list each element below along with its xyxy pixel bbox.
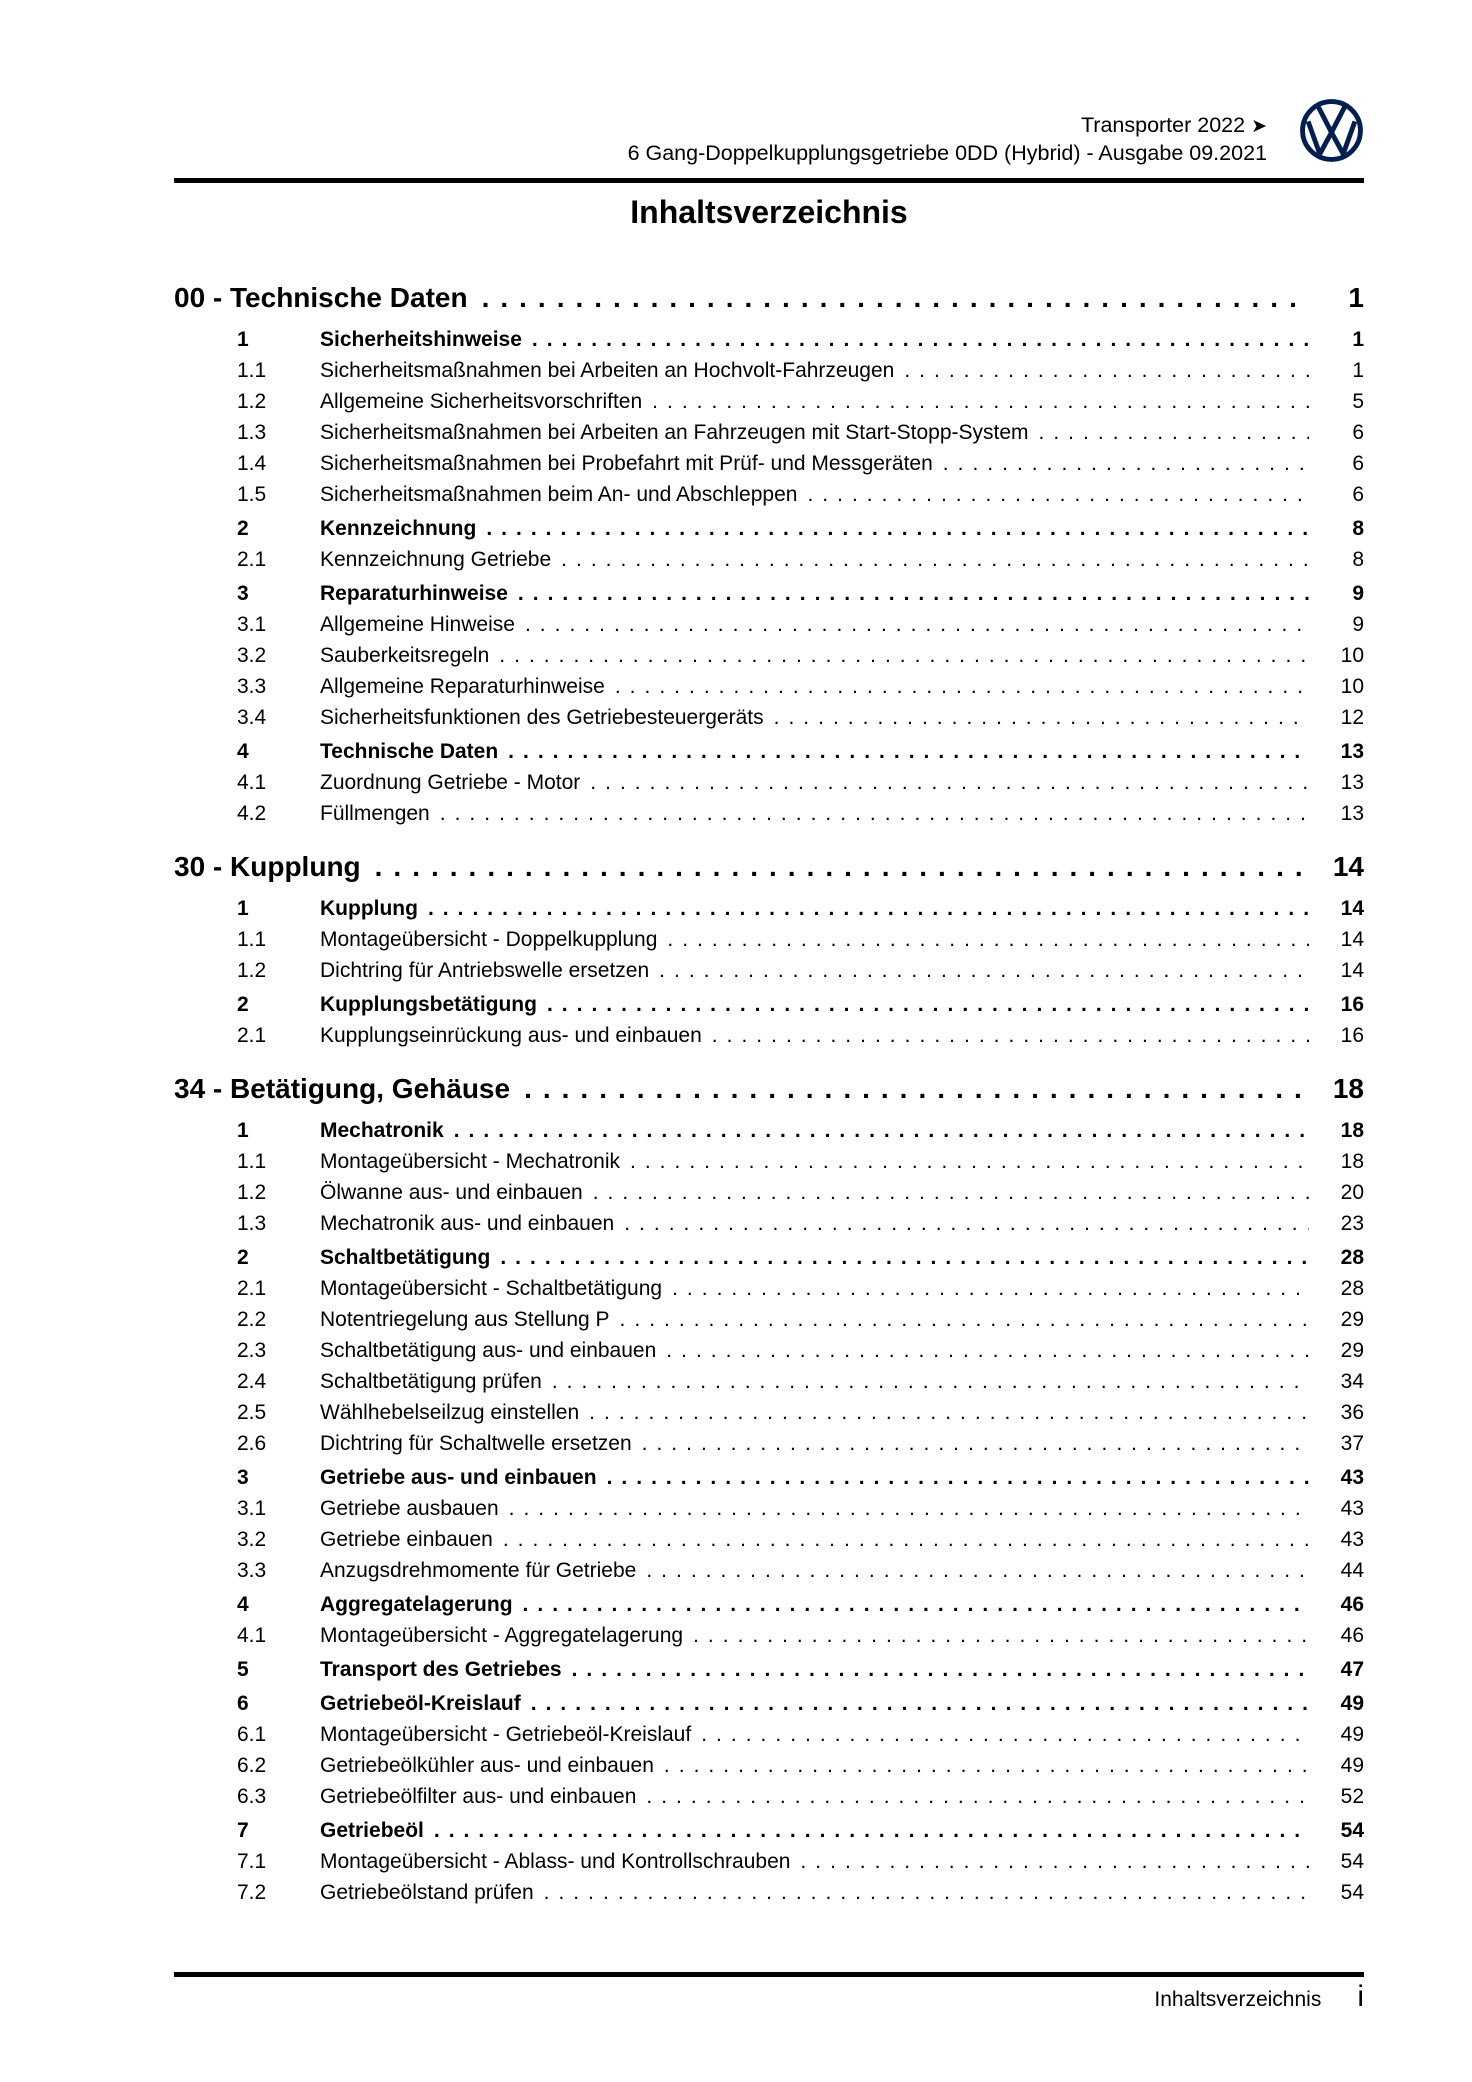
toc-entry-page: 23	[1340, 1212, 1364, 1235]
toc-entry-number: 1.2	[237, 1181, 267, 1204]
toc-subsection-row	[174, 544, 1364, 575]
toc-subsection-row	[174, 1304, 1364, 1335]
toc-entry-title: Anzugsdrehmomente für Getriebe	[320, 1559, 637, 1582]
footer-page-number: i	[1357, 1980, 1364, 2013]
toc-entry-title: Getriebeöl-Kreislauf	[320, 1692, 521, 1715]
toc-entry-page: 44	[1340, 1559, 1364, 1582]
toc-entry-number: 4.2	[237, 802, 267, 825]
toc-entry-title: Getriebeölstand prüfen	[320, 1881, 534, 1904]
page-header	[628, 112, 1267, 167]
dot-leader-icon	[524, 1071, 1309, 1107]
dot-leader-icon	[509, 1493, 1309, 1524]
toc-section-row	[174, 1242, 1364, 1273]
toc-entry-number: 2.5	[237, 1401, 267, 1424]
toc-subsection-row	[174, 355, 1364, 386]
toc-entry-title: Getriebe ausbauen	[320, 1497, 499, 1520]
toc-entry-title: Schaltbetätigung aus- und einbauen	[320, 1339, 657, 1362]
toc-subsection-row	[174, 1335, 1364, 1366]
toc-entry-title: Reparaturhinweise	[320, 582, 508, 605]
toc-subsection-row	[174, 1366, 1364, 1397]
toc-section-row	[174, 324, 1364, 355]
toc-subsection-row	[174, 640, 1364, 671]
toc-entry-number: 4.1	[237, 1624, 267, 1647]
toc-entry-page: 13	[1340, 802, 1364, 825]
toc-entry-page: 14	[1340, 959, 1364, 982]
dot-leader-icon	[800, 1846, 1309, 1877]
toc-entry-number: 3.3	[237, 675, 267, 698]
toc-entry-page: 54	[1340, 1819, 1364, 1842]
footer-divider	[174, 1972, 1364, 1977]
toc-chapter-row	[174, 1071, 1364, 1107]
toc-entry-number: 3	[237, 582, 249, 605]
header-model-line	[628, 112, 1267, 140]
toc-subsection-row	[174, 1177, 1364, 1208]
toc-entry-number: 1.4	[237, 452, 267, 475]
toc-entry-page: 8	[1352, 548, 1364, 571]
toc-entry-page: 1	[1348, 282, 1364, 313]
toc-entry-title: Zuordnung Getriebe - Motor	[320, 771, 581, 794]
toc-entry-number: 1	[237, 1119, 249, 1142]
toc-entry-page: 43	[1340, 1497, 1364, 1520]
toc-entry-number: 3.1	[237, 613, 267, 636]
toc-entry-title: Getriebeölfilter aus- und einbauen	[320, 1785, 637, 1808]
toc-entry-page: 49	[1340, 1692, 1364, 1715]
dot-leader-icon	[508, 736, 1309, 767]
dot-leader-icon	[672, 1273, 1309, 1304]
toc	[174, 260, 1364, 1908]
vw-logo-icon	[1299, 98, 1364, 163]
dot-leader-icon	[544, 1877, 1309, 1908]
dot-leader-icon	[646, 1555, 1309, 1586]
toc-entry-page: 16	[1340, 1024, 1364, 1047]
toc-entry-title: Transport des Getriebes	[320, 1658, 562, 1681]
header-subtitle: 6 Gang-Doppelkupplungsgetriebe 0DD (Hybrid) - Ausgabe 09.2021	[627, 141, 1267, 165]
dot-leader-icon	[375, 849, 1309, 885]
toc-entry-page: 5	[1352, 390, 1364, 413]
toc-subsection-row	[174, 417, 1364, 448]
toc-entry-number: 2.2	[237, 1308, 267, 1331]
toc-entry-page: 13	[1340, 771, 1364, 794]
dot-leader-icon	[693, 1620, 1309, 1651]
toc-chapter-row	[174, 849, 1364, 885]
toc-entry-number: 3.1	[237, 1497, 267, 1520]
dot-leader-icon	[1039, 417, 1309, 448]
page-title: Inhaltsverzeichnis	[630, 194, 908, 230]
toc-entry-title: Schaltbetätigung	[320, 1246, 491, 1269]
toc-entry-number: 7	[237, 1819, 249, 1842]
toc-subsection-row	[174, 1781, 1364, 1812]
toc-subsection-row	[174, 1620, 1364, 1651]
toc-entry-title: Getriebe aus- und einbauen	[320, 1466, 597, 1489]
toc-entry-page: 49	[1340, 1754, 1364, 1777]
dot-leader-icon	[659, 955, 1309, 986]
toc-subsection-row	[174, 955, 1364, 986]
toc-entry-title: Allgemeine Hinweise	[320, 613, 515, 636]
toc-subsection-row	[174, 448, 1364, 479]
dot-leader-icon	[434, 1815, 1309, 1846]
footer-label: Inhaltsverzeichnis	[1154, 1988, 1322, 2011]
dot-leader-icon	[593, 1177, 1309, 1208]
toc-entry-number: 1.1	[237, 359, 267, 382]
right-arrow-icon: ➤	[1251, 116, 1267, 137]
toc-section-row	[174, 1688, 1364, 1719]
dot-leader-icon	[701, 1719, 1309, 1750]
toc-entry-number: 7.1	[237, 1850, 267, 1873]
toc-entry-title: Sicherheitsfunktionen des Getriebesteuergeräts	[320, 706, 764, 729]
dot-leader-icon	[904, 355, 1309, 386]
dot-leader-icon	[646, 1781, 1309, 1812]
toc-entry-number: 4	[237, 740, 249, 763]
toc-entry-page: 20	[1340, 1181, 1364, 1204]
toc-subsection-row	[174, 1146, 1364, 1177]
toc-entry-page: 14	[1340, 897, 1364, 920]
toc-section-row	[174, 893, 1364, 924]
toc-entry-page: 1	[1352, 328, 1364, 351]
toc-subsection-row	[174, 767, 1364, 798]
toc-section-row	[174, 1462, 1364, 1493]
toc-entry-number: 1.2	[237, 390, 267, 413]
toc-entry-number: 2	[237, 993, 249, 1016]
toc-entry-title: Technische Daten	[320, 740, 499, 763]
toc-entry-title: Kupplungseinrückung aus- und einbauen	[320, 1024, 702, 1047]
dot-leader-icon	[712, 1020, 1309, 1051]
toc-subsection-row	[174, 386, 1364, 417]
toc-section-row	[174, 513, 1364, 544]
toc-entry-title: Wählhebelseilzug einstellen	[320, 1401, 580, 1424]
toc-entry-page: 43	[1340, 1528, 1364, 1551]
toc-entry-number: 2.3	[237, 1339, 267, 1362]
toc-entry-page: 6	[1352, 421, 1364, 444]
toc-entry-number: 1.2	[237, 959, 267, 982]
toc-entry-page: 28	[1340, 1246, 1364, 1269]
dot-leader-icon	[666, 1335, 1309, 1366]
toc-entry-title: Sauberkeitsregeln	[320, 644, 490, 667]
toc-entry-page: 13	[1340, 740, 1364, 763]
toc-entry-page: 14	[1332, 851, 1364, 882]
toc-entry-title: 00 - Technische Daten	[174, 282, 468, 313]
toc-entry-title: Kennzeichnung	[320, 517, 477, 540]
dot-leader-icon	[503, 1524, 1309, 1555]
toc-entry-number: 6.1	[237, 1723, 267, 1746]
dot-leader-icon	[620, 1304, 1309, 1335]
dot-leader-icon	[630, 1146, 1309, 1177]
toc-entry-page: 8	[1352, 517, 1364, 540]
dot-leader-icon	[499, 640, 1309, 671]
toc-entry-title: Mechatronik	[320, 1119, 444, 1142]
dot-leader-icon	[531, 1688, 1309, 1719]
toc-entry-page: 29	[1340, 1308, 1364, 1331]
toc-entry-page: 12	[1340, 706, 1364, 729]
toc-entry-number: 6.3	[237, 1785, 267, 1808]
toc-entry-page: 29	[1340, 1339, 1364, 1362]
toc-entry-number: 2.4	[237, 1370, 267, 1393]
toc-entry-title: Sicherheitsmaßnahmen bei Arbeiten an Hochvolt-Fahrzeugen	[320, 359, 895, 382]
toc-entry-number: 2.1	[237, 1024, 267, 1047]
toc-entry-title: Kennzeichnung Getriebe	[320, 548, 552, 571]
dot-leader-icon	[642, 1428, 1309, 1459]
toc-section-row	[174, 1115, 1364, 1146]
dot-leader-icon	[590, 767, 1309, 798]
toc-entry-page: 34	[1340, 1370, 1364, 1393]
toc-entry-page: 9	[1352, 613, 1364, 636]
toc-entry-title: Dichtring für Schaltwelle ersetzen	[320, 1432, 632, 1455]
toc-entry-title: Montageübersicht - Aggregatelagerung	[320, 1624, 684, 1647]
toc-entry-title: Montageübersicht - Doppelkupplung	[320, 928, 658, 951]
toc-entry-page: 6	[1352, 483, 1364, 506]
toc-entry-page: 54	[1340, 1850, 1364, 1873]
toc-entry-number: 2.1	[237, 1277, 267, 1300]
toc-entry-title: Getriebe einbauen	[320, 1528, 493, 1551]
toc-entry-title: Kupplung	[320, 897, 418, 920]
toc-subsection-row	[174, 671, 1364, 702]
toc-entry-number: 2.6	[237, 1432, 267, 1455]
dot-leader-icon	[440, 798, 1309, 829]
toc-entry-title: Aggregatelagerung	[320, 1593, 513, 1616]
dot-leader-icon	[518, 578, 1309, 609]
toc-entry-title: Montageübersicht - Ablass- und Kontrollschrauben	[320, 1850, 791, 1873]
toc-subsection-row	[174, 1428, 1364, 1459]
toc-entry-number: 7.2	[237, 1881, 267, 1904]
toc-section-row	[174, 736, 1364, 767]
toc-entry-page: 9	[1352, 582, 1364, 605]
toc-entry-title: Notentriegelung aus Stellung P	[320, 1308, 610, 1331]
dot-leader-icon	[532, 324, 1309, 355]
toc-entry-number: 1.3	[237, 421, 267, 444]
toc-entry-number: 3.3	[237, 1559, 267, 1582]
toc-entry-number: 2.1	[237, 548, 267, 571]
toc-entry-page: 16	[1340, 993, 1364, 1016]
toc-entry-title: Sicherheitsmaßnahmen beim An- und Abschleppen	[320, 483, 798, 506]
toc-entry-page: 37	[1340, 1432, 1364, 1455]
toc-entry-title: Allgemeine Sicherheitsvorschriften	[320, 390, 643, 413]
toc-entry-title: Getriebeölkühler aus- und einbauen	[320, 1754, 654, 1777]
toc-entry-title: Mechatronik aus- und einbauen	[320, 1212, 615, 1235]
toc-entry-number: 2	[237, 517, 249, 540]
toc-entry-title: Sicherheitsmaßnahmen bei Arbeiten an Fahrzeugen mit Start-Stopp-System	[320, 421, 1029, 444]
toc-subsection-row	[174, 1877, 1364, 1908]
toc-entry-number: 1	[237, 328, 249, 351]
toc-subsection-row	[174, 1208, 1364, 1239]
toc-entry-title: Sicherheitshinweise	[320, 328, 522, 351]
toc-entry-title: Füllmengen	[320, 802, 430, 825]
toc-entry-number: 1.1	[237, 1150, 267, 1173]
toc-entry-number: 5	[237, 1658, 249, 1681]
toc-entry-page: 43	[1340, 1466, 1364, 1489]
toc-subsection-row	[174, 1020, 1364, 1051]
toc-entry-page: 36	[1340, 1401, 1364, 1424]
toc-subsection-row	[174, 1719, 1364, 1750]
toc-entry-page: 46	[1340, 1593, 1364, 1616]
toc-subsection-row	[174, 1493, 1364, 1524]
toc-chapter-row	[174, 280, 1364, 316]
toc-entry-page: 1	[1352, 359, 1364, 382]
toc-subsection-row	[174, 1555, 1364, 1586]
toc-subsection-row	[174, 1524, 1364, 1555]
toc-subsection-row	[174, 924, 1364, 955]
toc-entry-number: 1.1	[237, 928, 267, 951]
toc-entry-title: Dichtring für Antriebswelle ersetzen	[320, 959, 650, 982]
dot-leader-icon	[486, 513, 1309, 544]
toc-entry-title: Montageübersicht - Mechatronik	[320, 1150, 620, 1173]
toc-entry-page: 18	[1332, 1073, 1364, 1104]
page-footer	[1154, 1980, 1364, 2014]
toc-section-row	[174, 1589, 1364, 1620]
dot-leader-icon	[607, 1462, 1309, 1493]
toc-subsection-row	[174, 479, 1364, 510]
dot-leader-icon	[523, 1589, 1309, 1620]
toc-entry-title: Schaltbetätigung prüfen	[320, 1370, 542, 1393]
dot-leader-icon	[943, 448, 1309, 479]
dot-leader-icon	[552, 1366, 1309, 1397]
toc-entry-page: 10	[1340, 644, 1364, 667]
toc-entry-page: 10	[1340, 675, 1364, 698]
dot-leader-icon	[615, 671, 1309, 702]
toc-subsection-row	[174, 1273, 1364, 1304]
toc-entry-title: Kupplungsbetätigung	[320, 993, 537, 1016]
toc-entry-page: 47	[1340, 1658, 1364, 1681]
header-divider	[174, 178, 1364, 183]
dot-leader-icon	[500, 1242, 1309, 1273]
toc-entry-number: 6.2	[237, 1754, 267, 1777]
toc-entry-page: 54	[1340, 1881, 1364, 1904]
toc-entry-number: 1	[237, 897, 249, 920]
toc-entry-title: Montageübersicht - Getriebeöl-Kreislauf	[320, 1723, 692, 1746]
toc-entry-title: Ölwanne aus- und einbauen	[320, 1181, 583, 1204]
dot-leader-icon	[652, 386, 1309, 417]
dot-leader-icon	[572, 1654, 1309, 1685]
dot-leader-icon	[589, 1397, 1309, 1428]
toc-entry-number: 3.4	[237, 706, 267, 729]
toc-subsection-row	[174, 1750, 1364, 1781]
toc-entry-number: 3.2	[237, 1528, 267, 1551]
toc-entry-page: 52	[1340, 1785, 1364, 1808]
toc-entry-number: 2	[237, 1246, 249, 1269]
dot-leader-icon	[561, 544, 1309, 575]
dot-leader-icon	[664, 1750, 1309, 1781]
dot-leader-icon	[774, 702, 1309, 733]
dot-leader-icon	[624, 1208, 1309, 1239]
toc-entry-number: 1.5	[237, 483, 267, 506]
toc-entry-number: 4	[237, 1593, 249, 1616]
toc-entry-page: 14	[1340, 928, 1364, 951]
toc-subsection-row	[174, 1397, 1364, 1428]
toc-entry-number: 6	[237, 1692, 249, 1715]
toc-entry-page: 18	[1340, 1150, 1364, 1173]
toc-entry-title: Sicherheitsmaßnahmen bei Probefahrt mit Prüf- und Messgeräten	[320, 452, 933, 475]
toc-section-row	[174, 1654, 1364, 1685]
toc-subsection-row	[174, 702, 1364, 733]
toc-entry-page: 6	[1352, 452, 1364, 475]
toc-section-row	[174, 1815, 1364, 1846]
toc-entry-title: 34 - Betätigung, Gehäuse	[174, 1073, 511, 1104]
toc-entry-title: Allgemeine Reparaturhinweise	[320, 675, 605, 698]
toc-entry-number: 1.3	[237, 1212, 267, 1235]
toc-section-row	[174, 578, 1364, 609]
header-model-text: Transporter 2022	[1080, 113, 1246, 137]
toc-entry-number: 3	[237, 1466, 249, 1489]
dot-leader-icon	[547, 989, 1309, 1020]
toc-section-row	[174, 989, 1364, 1020]
toc-subsection-row	[174, 609, 1364, 640]
dot-leader-icon	[525, 609, 1309, 640]
toc-entry-number: 3.2	[237, 644, 267, 667]
toc-entry-page: 18	[1340, 1119, 1364, 1142]
dot-leader-icon	[428, 893, 1309, 924]
toc-entry-number: 4.1	[237, 771, 267, 794]
dot-leader-icon	[807, 479, 1309, 510]
toc-entry-title: Montageübersicht - Schaltbetätigung	[320, 1277, 663, 1300]
toc-entry-page: 46	[1340, 1624, 1364, 1647]
toc-entry-page: 28	[1340, 1277, 1364, 1300]
toc-subsection-row	[174, 798, 1364, 829]
dot-leader-icon	[482, 280, 1309, 316]
toc-entry-page: 49	[1340, 1723, 1364, 1746]
toc-entry-title: Getriebeöl	[320, 1819, 424, 1842]
toc-entry-title: 30 - Kupplung	[174, 851, 361, 882]
dot-leader-icon	[667, 924, 1309, 955]
toc-subsection-row	[174, 1846, 1364, 1877]
dot-leader-icon	[454, 1115, 1309, 1146]
